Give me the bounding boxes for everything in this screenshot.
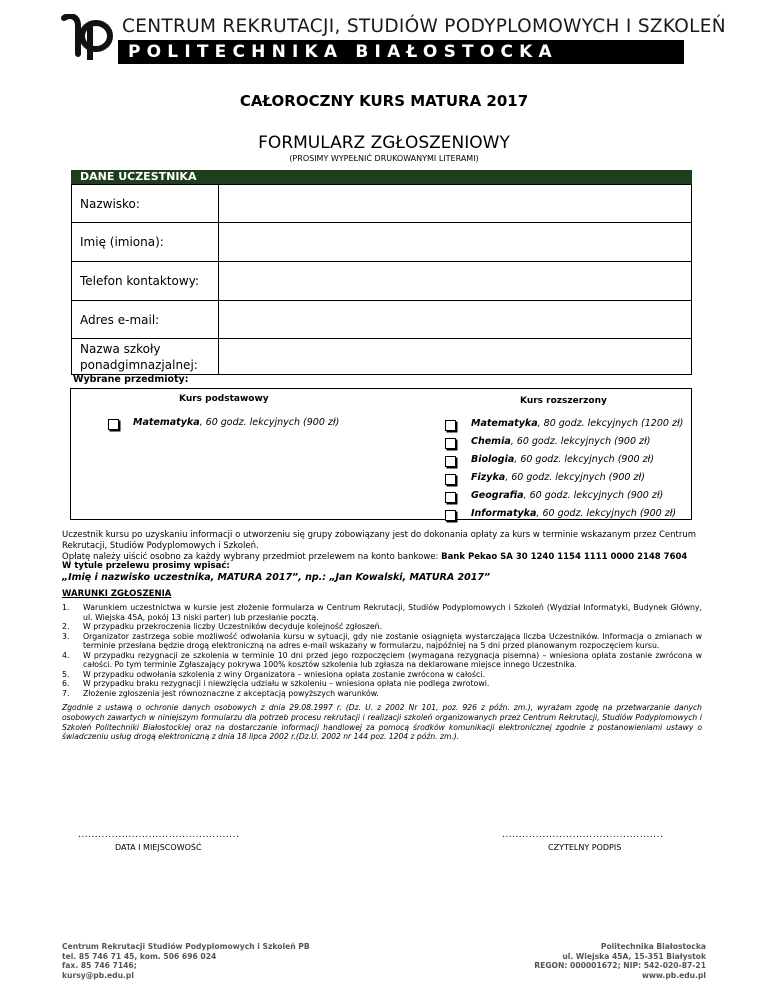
condition-number: 2.	[62, 622, 70, 631]
subject-name: Geografia	[471, 490, 524, 501]
subject-detail: , 80 godz. lekcyjnych (1200 zł)	[537, 418, 684, 429]
condition-item	[62, 670, 702, 680]
footer-line: Centrum Rekrutacji Studiów Podyplomowych i Szkoleń PB	[62, 942, 310, 951]
subject-detail: , 60 godz. lekcyjnych (900 zł)	[199, 417, 340, 428]
ext-math-checkbox[interactable]	[445, 420, 456, 431]
subject-name: Chemia	[471, 436, 511, 447]
condition-text: Złożenie zgłoszenia jest równoznaczne z akceptacją powyższych warunków.	[83, 688, 379, 698]
ext-chemistry-option	[471, 436, 650, 447]
signature-label: CZYTELNY PODPIS	[548, 843, 622, 852]
field-label: Adres e-mail:	[72, 301, 219, 339]
ext-biology-option	[471, 454, 654, 465]
condition-text: W przypadku rezygnacji ze szkolenia w terminie 10 dni przed jego rozpoczęciem (wymagana rezygnacja pisemna) – wniesiona opłata zostanie zwrócona w całości. Po tym terminie Zgłaszający pokrywa 100% kosztów szkolenia lub zgłasza na deklarowane miejsce innego Uczestnika.	[83, 650, 702, 669]
first-name-input[interactable]	[219, 223, 692, 262]
transfer-title-label-text: W tytule przelewu prosimy wpisać:	[62, 561, 230, 571]
field-label: Nazwisko:	[72, 185, 219, 223]
condition-text: W przypadku braku rezygnacji i niewzięcia udziału w szkoleniu – wniesiona opłata nie podlega zwrotowi.	[83, 679, 490, 688]
condition-number: 3.	[62, 631, 70, 641]
ext-informatics-option	[471, 508, 676, 519]
date-place-line[interactable]: ................................................	[78, 830, 240, 840]
ext-informatics-checkbox[interactable]	[445, 510, 456, 521]
ext-chemistry-checkbox[interactable]	[445, 438, 456, 449]
basic-math-checkbox[interactable]	[108, 419, 119, 430]
condition-text: W przypadku przekroczenia liczby Uczestników decyduje kolejność zgłoszeń.	[83, 622, 383, 631]
ext-math-option	[471, 418, 683, 429]
field-row-surname	[72, 185, 692, 223]
field-row-first-name	[72, 223, 692, 262]
subject-name: Matematyka	[133, 417, 200, 428]
field-label: Telefon kontaktowy:	[72, 262, 219, 301]
university-banner: POLITECHNIKA BIAŁOSTOCKA	[118, 40, 684, 64]
email-input[interactable]	[219, 301, 692, 339]
payment-instruction: Opłatę należy uiścić osobno za każdy wybrany przedmiot przelewem na konto bankowe:	[62, 552, 442, 562]
basic-math-option	[133, 417, 339, 428]
ext-geography-option	[471, 490, 663, 501]
subject-detail: , 60 godz. lekcyjnych (900 zł)	[510, 436, 651, 447]
field-row-email	[72, 301, 692, 339]
date-place-label: DATA I MIEJSCOWOŚĆ	[115, 843, 202, 852]
footer-email: kursy@pb.edu.pl	[62, 970, 134, 980]
footer-line: tel. 85 746 71 45, kom. 506 696 024	[62, 951, 217, 961]
subject-name: Informatyka	[471, 508, 537, 519]
footer-line: ul. Wiejska 45A, 15-351 Białystok	[562, 951, 706, 961]
conditions-list	[62, 603, 702, 698]
extended-course-title: Kurs rozszerzony	[520, 396, 607, 406]
condition-text: Organizator zastrzega sobie możliwość odwołania kursu w sytuacji, gdy nie zostanie osiągnięta wystarczająca liczba Uczestników. Informacja o zmianach w terminie przesłana będzie drogą elektroniczną na adres e-mail wskazany w formularzu, najpóźniej na 5 dni przed planowanym rozpoczęciem kursu.	[83, 631, 702, 650]
field-label: Imię (imiona):	[72, 223, 219, 262]
surname-input[interactable]	[219, 185, 692, 223]
subject-name: Matematyka	[471, 418, 538, 429]
footer-left	[62, 942, 310, 980]
form-subtitle: (PROSIMY WYPEŁNIĆ DRUKOWANYMI LITERAMI)	[289, 154, 479, 163]
data-consent: Zgodnie z ustawą o ochronie danych osobowych z dnia 29.08.1997 r. (Dz. U. z 2002 Nr 101, poz. 926 z późn. zm.), wyrażam zgodę na przetwarzanie danych osobowych zawartych w niniejszym formularzu dla potrzeb procesu rekrutacji i realizacji szkoleń organizowanych przez Centrum Rekrutacji, Studiów Podyplomowych i Szkoleń Politechniki Białostockiej oraz na dostarczanie informacji handlowej za pomocą środków komunikacji elektronicznej zgodnie z postanowieniami ustawy o świadczeniu usług drogą elektroniczną z dnia 18 lipca 2002 r.(Dz.U. 2002 nr 144 poz. 1204 z późn. zm.).	[62, 703, 702, 742]
ext-geography-checkbox[interactable]	[445, 492, 456, 503]
footer-line: Politechnika Białostocka	[600, 942, 706, 951]
basic-course-title: Kurs podstawowy	[179, 394, 269, 404]
school-input[interactable]	[219, 339, 692, 375]
payment-line-1: Uczestnik kursu po uzyskaniu informacji o utworzeniu się grupy zobowiązany jest do dokonania opłaty za kurs w terminie wskazanym przez Centrum	[62, 530, 697, 540]
condition-item	[62, 622, 702, 632]
footer-website: www.pb.edu.pl	[641, 970, 706, 980]
condition-item	[62, 689, 702, 699]
subject-name: Fizyka	[471, 472, 506, 483]
footer-line: REGON: 000001672; NIP: 542-020-87-21	[534, 961, 706, 970]
field-row-phone	[72, 262, 692, 301]
bank-account: Bank Pekao SA 30 1240 1154 1111 0000 2148 7604	[441, 552, 688, 562]
ext-physics-checkbox[interactable]	[445, 474, 456, 485]
org-name: CENTRUM REKRUTACJI, STUDIÓW PODYPLOMOWYCH I SZKOLEŃ	[122, 16, 726, 37]
subject-detail: , 60 godz. lekcyjnych (900 zł)	[536, 508, 677, 519]
condition-number: 5.	[62, 669, 70, 679]
subject-detail: , 60 godz. lekcyjnych (900 zł)	[523, 490, 664, 501]
phone-input[interactable]	[219, 262, 692, 301]
form-title: FORMULARZ ZGŁOSZENIOWY	[258, 133, 510, 153]
footer-line: fax. 85 746 7146;	[62, 961, 137, 970]
field-row-school	[72, 339, 692, 375]
course-title: CAŁOROCZNY KURS MATURA 2017	[239, 92, 529, 110]
field-label	[72, 339, 219, 375]
footer-right	[534, 942, 706, 980]
transfer-title-label	[62, 561, 230, 572]
ext-biology-checkbox[interactable]	[445, 456, 456, 467]
condition-item	[62, 632, 702, 651]
condition-item	[62, 603, 702, 622]
condition-number: 6.	[62, 679, 70, 688]
student-section-heading: DANE UCZESTNIKA	[71, 170, 692, 184]
condition-text: W przypadku odwołania szkolenia z winy Organizatora – wniesiona opłata zostanie zwrócona w całości.	[83, 669, 485, 679]
subjects-heading: Wybrane przedmioty:	[73, 374, 189, 385]
condition-text: Warunkiem uczestnictwa w kursie jest złożenie formularza w Centrum Rekrutacji, Studiów Podyplomowych i Szkoleń (Wydział Informatyki, Budynek Główny, ul. Wiejska 45A, pokój 13 niski parter) lub przesłanie pocztą.	[83, 603, 702, 622]
subject-detail: , 60 godz. lekcyjnych (900 zł)	[505, 472, 645, 483]
condition-number: 1.	[62, 603, 70, 612]
field-label-line: ponadgimnazjalnej:	[80, 357, 198, 372]
subject-name: Biologia	[471, 454, 515, 465]
field-label-line: Nazwa szkoły	[80, 341, 161, 356]
student-data-table	[71, 184, 692, 375]
condition-item	[62, 679, 702, 689]
ext-physics-option	[471, 472, 645, 483]
subject-detail: , 60 godz. lekcyjnych (900 zł)	[514, 454, 654, 465]
signature-line[interactable]: ................................................	[502, 830, 664, 840]
university-logo	[60, 14, 118, 60]
payment-line-2: Rekrutacji, Studiów Podyplomowych i Szkoleń.	[62, 541, 259, 551]
condition-number: 4.	[62, 650, 70, 660]
condition-number: 7.	[62, 688, 70, 698]
condition-item	[62, 651, 702, 670]
transfer-title-example: „Imię i nazwisko uczestnika, MATURA 2017”, np.: „Jan Kowalski, MATURA 2017”	[62, 572, 491, 583]
conditions-heading: WARUNKI ZGŁOSZENIA	[62, 589, 172, 599]
